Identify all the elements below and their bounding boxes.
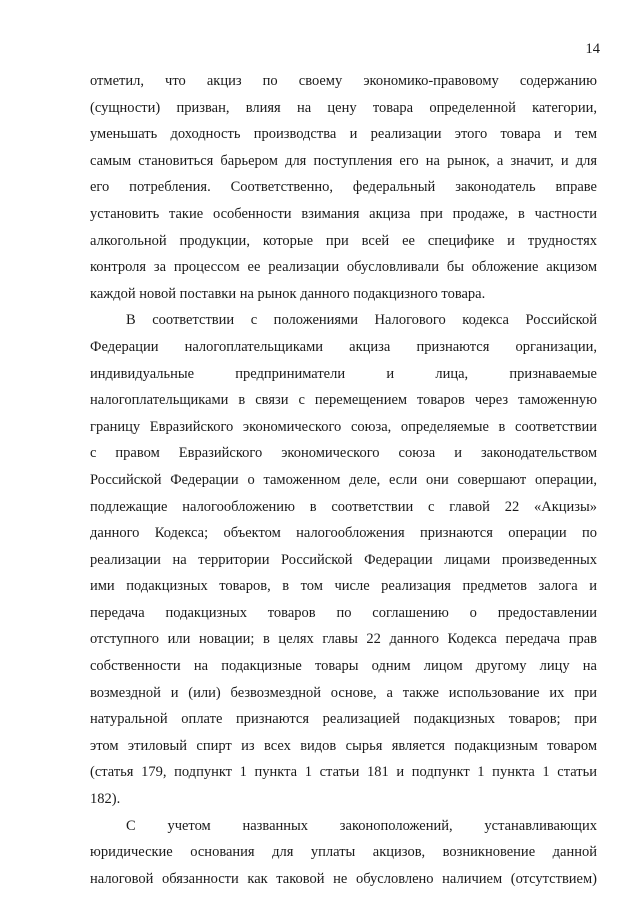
text-line: налогоплательщиками в связи с перемещением товаров через таможенную: [90, 392, 597, 409]
text-line: его потребления. Соответственно, федеральный законодатель вправе: [90, 179, 597, 196]
body-text: [90, 68, 597, 892]
text-line: Федерации налогоплательщиками акциза признаются организации,: [90, 338, 597, 355]
text-line: данного Кодекса; объектом налогообложения признаются операции по: [90, 525, 597, 542]
text-line: ими подакцизных товаров, в том числе реализация предметов залога и: [90, 578, 597, 595]
text-line: налоговой обязанности как таковой не обусловлено наличием (отсутствием): [90, 870, 597, 887]
text-line: возмездной и (или) безвозмездной основе, а также использование их при: [90, 684, 597, 701]
text-line: В соответствии с положениями Налогового кодекса Российской: [126, 312, 597, 329]
text-line: юридические основания для уплаты акцизов, возникновение данной: [90, 844, 597, 861]
text-line: границу Евразийского экономического союза, определяемые в соответствии: [90, 418, 597, 435]
text-line: собственности на подакцизные товары одним лицом другому лицу на: [90, 658, 597, 675]
text-line: отступного или новации; в целях главы 22 данного Кодекса передача прав: [90, 631, 597, 648]
text-line: этом этиловый спирт из всех видов сырья является подакцизным товаром: [90, 737, 597, 754]
text-line: натуральной оплате признаются реализацией подакцизных товаров; при: [90, 711, 597, 728]
text-line: 182).: [90, 791, 121, 808]
text-line: алкогольной продукции, которые при всей ее специфике и трудностях: [90, 232, 597, 249]
text-line: отметил, что акциз по своему экономико-правовому содержанию: [90, 73, 597, 89]
text-line: самым становиться барьером для поступления его на рынок, а значит, и для: [90, 152, 597, 169]
text-line: С учетом названных законоположений, устанавливающих: [126, 817, 597, 834]
text-line: передача подакцизных товаров по соглашению о предоставлении: [90, 604, 597, 621]
text-line: реализации на территории Российской Федерации лицами произведенных: [90, 551, 597, 568]
text-line: (сущности) призван, влияя на цену товара определенной категории,: [90, 99, 597, 116]
text-line: уменьшать доходность производства и реализации этого товара и тем: [90, 126, 597, 143]
text-line: подлежащие налогообложению в соответствии с главой 22 «Акцизы»: [90, 498, 597, 515]
page-number: 14: [585, 41, 600, 57]
text-line: индивидуальные предприниматели и лица, признаваемые: [90, 365, 597, 382]
text-line: контроля за процессом ее реализации обусловливали бы обложение акцизом: [90, 259, 597, 276]
text-line: с правом Евразийского экономического союза и законодательством: [90, 445, 597, 462]
text-line: каждой новой поставки на рынок данного подакцизного товара.: [90, 285, 486, 302]
text-line: Российской Федерации о таможенном деле, если они совершают операции,: [90, 471, 597, 488]
text-line: (статья 179, подпункт 1 пункта 1 статьи 181 и подпункт 1 пункта 1 статьи: [90, 764, 597, 781]
text-line: установить такие особенности взимания акциза при продаже, в частности: [90, 205, 597, 222]
